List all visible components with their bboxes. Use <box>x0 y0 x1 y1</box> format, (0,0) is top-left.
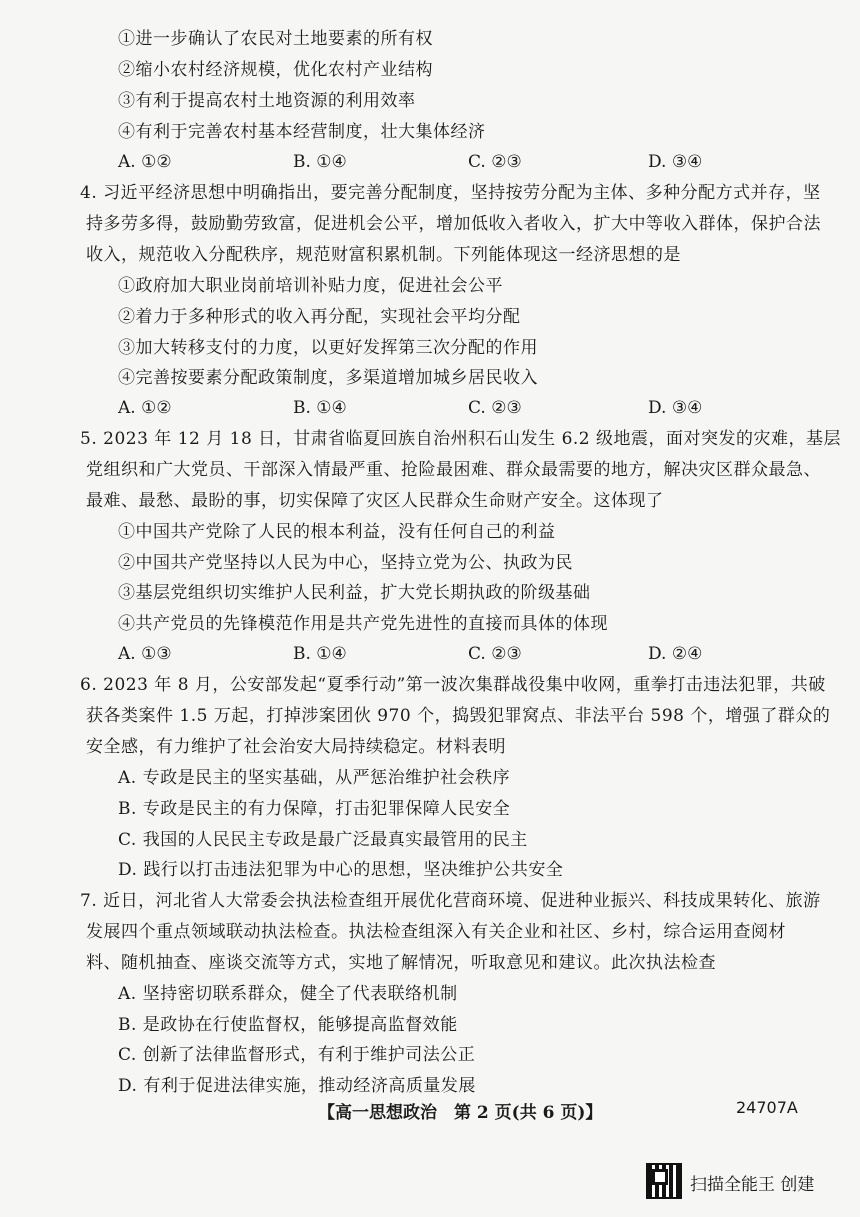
qr-code-icon <box>646 1163 682 1199</box>
q4-choice-d[interactable]: D. ③④ <box>648 398 703 418</box>
q5-option-4: ④共产党员的先锋模范作用是共产党先进性的直接而具体的体现 <box>118 614 608 634</box>
q7-stem-line-2: 发展四个重点领域联动执法检查。执法检查组深入有关企业和社区、乡村，综合运用查阅材 <box>86 922 786 942</box>
q6-option-c[interactable]: C. 我国的人民民主专政是最广泛最真实最管用的民主 <box>118 830 528 850</box>
q5-choices <box>118 643 718 665</box>
q4-stem-line-2: 持多劳多得，鼓励勤劳致富，促进机会公平，增加低收入者收入，扩大中等收入群体，保护合法 <box>86 214 821 234</box>
q5-stem-line-1: 5. 2023 年 12 月 18 日，甘肃省临夏回族自治州积石山发生 6.2 级地震，面对突发的灾难，基层 <box>80 429 842 449</box>
q5-stem-line-2: 党组织和广大党员、干部深入情最严重、抢险最困难、群众最需要的地方，解决灾区群众最急、 <box>86 460 821 480</box>
q3-option-1: ①进一步确认了农民对土地要素的所有权 <box>118 29 433 49</box>
q5-option-1: ①中国共产党除了人民的根本利益，没有任何自己的利益 <box>118 522 556 542</box>
q6-option-a[interactable]: A. 专政是民主的坚实基础，从严惩治维护社会秩序 <box>118 768 511 788</box>
q4-choices <box>118 397 718 419</box>
q4-choice-a[interactable]: A. ①② <box>118 398 172 418</box>
q4-option-4: ④完善按要素分配政策制度，多渠道增加城乡居民收入 <box>118 368 538 388</box>
q3-choice-a[interactable]: A. ①② <box>118 152 172 172</box>
q3-choices <box>118 151 718 173</box>
q6-stem-line-1: 6. 2023 年 8 月，公安部发起“夏季行动”第一波次集群战役集中收网，重拳打击违法犯罪，共破 <box>80 675 826 695</box>
q7-option-a[interactable]: A. 坚持密切联系群众，健全了代表联络机制 <box>118 984 458 1004</box>
q7-stem-line-1: 7. 近日，河北省人大常委会执法检查组开展优化营商环境、促进种业振兴、科技成果转化、旅游 <box>80 891 821 911</box>
q6-stem-line-2: 获各类案件 1.5 万起，打掉涉案团伙 970 个，捣毁犯罪窝点、非法平台 598 个，增强了群众的 <box>86 706 831 726</box>
q5-choice-b[interactable]: B. ①④ <box>293 644 347 664</box>
q6-option-b[interactable]: B. 专政是民主的有力保障，打击犯罪保障人民安全 <box>118 799 511 819</box>
q3-option-3: ③有利于提高农村土地资源的利用效率 <box>118 91 416 111</box>
scanner-watermark <box>646 1163 846 1199</box>
q7-option-c[interactable]: C. 创新了法律监督形式，有利于维护司法公正 <box>118 1045 476 1065</box>
q4-stem-line-1: 4. 习近平经济思想中明确指出，要完善分配制度，坚持按劳分配为主体、多种分配方式并存，坚 <box>80 183 821 203</box>
q5-option-3: ③基层党组织切实维护人民利益，扩大党长期执政的阶级基础 <box>118 583 591 603</box>
q7-option-b[interactable]: B. 是政协在行使监督权，能够提高监督效能 <box>118 1015 458 1035</box>
q3-choice-b[interactable]: B. ①④ <box>293 152 347 172</box>
q4-option-1: ①政府加大职业岗前培训补贴力度，促进社会公平 <box>118 276 503 296</box>
q6-stem-line-3: 安全感，有力维护了社会治安大局持续稳定。材料表明 <box>86 737 506 757</box>
q3-option-2: ②缩小农村经济规模，优化农村产业结构 <box>118 60 433 80</box>
q5-stem-line-3: 最难、最愁、最盼的事，切实保障了灾区人民群众生命财产安全。这体现了 <box>86 491 664 511</box>
footer-code: 24707A <box>736 1098 798 1117</box>
q3-choice-d[interactable]: D. ③④ <box>648 152 703 172</box>
q4-option-3: ③加大转移支付的力度，以更好发挥第三次分配的作用 <box>118 338 538 358</box>
q6-option-d[interactable]: D. 践行以打击违法犯罪为中心的思想，坚决维护公共安全 <box>118 860 564 880</box>
scanner-label: 扫描全能王 创建 <box>690 1175 815 1195</box>
q7-stem-line-3: 料、随机抽查、座谈交流等方式，实地了解情况，听取意见和建议。此次执法检查 <box>86 953 716 973</box>
q3-choice-c[interactable]: C. ②③ <box>468 152 522 172</box>
q5-choice-d[interactable]: D. ②④ <box>648 644 703 664</box>
q3-option-4: ④有利于完善农村基本经营制度，壮大集体经济 <box>118 122 486 142</box>
q7-option-d[interactable]: D. 有利于促进法律实施，推动经济高质量发展 <box>118 1076 476 1096</box>
q5-option-2: ②中国共产党坚持以人民为中心，坚持立党为公、执政为民 <box>118 553 573 573</box>
q5-choice-c[interactable]: C. ②③ <box>468 644 522 664</box>
q4-choice-b[interactable]: B. ①④ <box>293 398 347 418</box>
q4-stem-line-3: 收入，规范收入分配秩序，规范财富积累机制。下列能体现这一经济思想的是 <box>86 245 681 265</box>
q5-choice-a[interactable]: A. ①③ <box>118 644 172 664</box>
q4-option-2: ②着力于多种形式的收入再分配，实现社会平均分配 <box>118 307 521 327</box>
footer-title: 【高一思想政治 第 2 页(共 6 页)】 <box>318 1103 603 1123</box>
q4-choice-c[interactable]: C. ②③ <box>468 398 522 418</box>
